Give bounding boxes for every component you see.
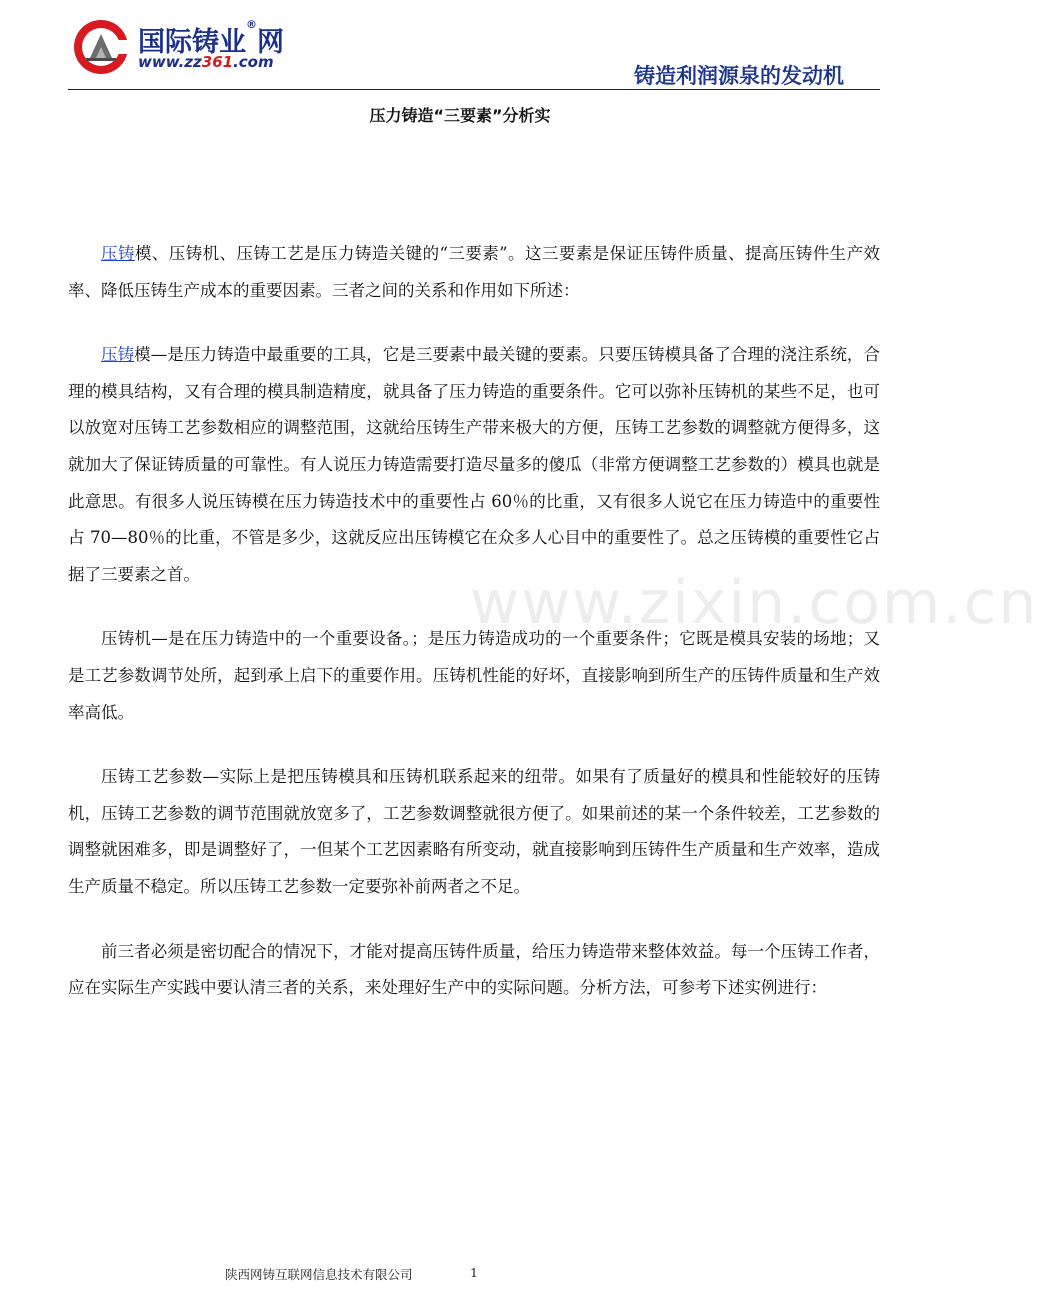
- document-body: [68, 236, 880, 1035]
- paragraph-5: 前三者必须是密切配合的情况下，才能对提高压铸件质量，给压力铸造带来整体效益。每一个压铸工作者，应在实际生产实践中要认清三者的关系，来处理好生产中的实际问题。分析方法，可参考下述实例进行：: [68, 941, 880, 998]
- die-casting-link[interactable]: 压铸: [101, 244, 135, 263]
- header-divider: [68, 89, 880, 90]
- document-title: 压力铸造“三要素”分析实: [369, 106, 551, 125]
- footer-company: 陕西网铸互联网信息技术有限公司: [225, 1267, 413, 1282]
- paragraph-4: 压铸工艺参数—实际上是把压铸模具和压铸机联系起来的纽带。如果有了质量好的模具和性能较好的压铸机，压铸工艺参数的调节范围就放宽多了，工艺参数调整就很方便了。如果前述的某一个条件较差，工艺参数的调整就困难多，即是调整好了，一但某个工艺因素略有所变动，就直接影响到压铸件生产质量和生产效率，造成生产质量不稳定。所以压铸工艺参数一定要弥补前两者之不足。: [68, 767, 880, 896]
- logo-title: 国际铸业®网: [138, 18, 284, 58]
- watermark: www.zixin.com.cn: [470, 568, 1038, 638]
- zz361-logo-icon: [72, 18, 130, 76]
- page-header: [0, 0, 920, 92]
- paragraph-1: 压铸模、压铸机、压铸工艺是压力铸造关键的“三要素”。这三要素是保证压铸件质量、提高压铸件生产效率、降低压铸生产成本的重要因素。三者之间的关系和作用如下所述：: [68, 244, 881, 300]
- logo-url: www.zz361.com: [138, 53, 274, 71]
- paragraph-3: 压铸机—是在压力铸造中的一个重要设备。；是压力铸造成功的一个重要条件；它既是模具安装的场地；又是工艺参数调节处所，起到承上启下的重要作用。压铸机性能的好坏，直接影响到所生产的压铸件质量和生产效率高低。: [68, 629, 880, 722]
- header-slogan: 铸造利润源泉的发动机: [634, 64, 844, 88]
- paragraph-2: 压铸模—是压力铸造中最重要的工具，它是三要素中最关键的要素。只要压铸模具备了合理的浇注系统，合理的模具结构，又有合理的模具制造精度，就具备了压力铸造的重要条件。它可以弥补压铸机的某些不足，也可以放宽对压铸工艺参数相应的调整范围，这就给压铸生产带来极大的方便，压铸工艺参数的调整就方便得多，这就加大了保证铸质量的可靠性。有人说压力铸造需要打造尽量多的傻瓜（非常方便调整工艺参数的）模具也就是此意思。有很多人说压铸模在压力铸造技术中的重要性占 60％的比重，又有很多人说它在压力铸造中的重要性占 70—80％的比重，不管是多少，这就反应出压铸模它在众多人心目中的重要性了。总之压铸模的重要性它占据了三要素之首。: [68, 345, 881, 584]
- die-casting-link[interactable]: 压铸: [101, 345, 135, 365]
- page-number: 1: [470, 1265, 478, 1280]
